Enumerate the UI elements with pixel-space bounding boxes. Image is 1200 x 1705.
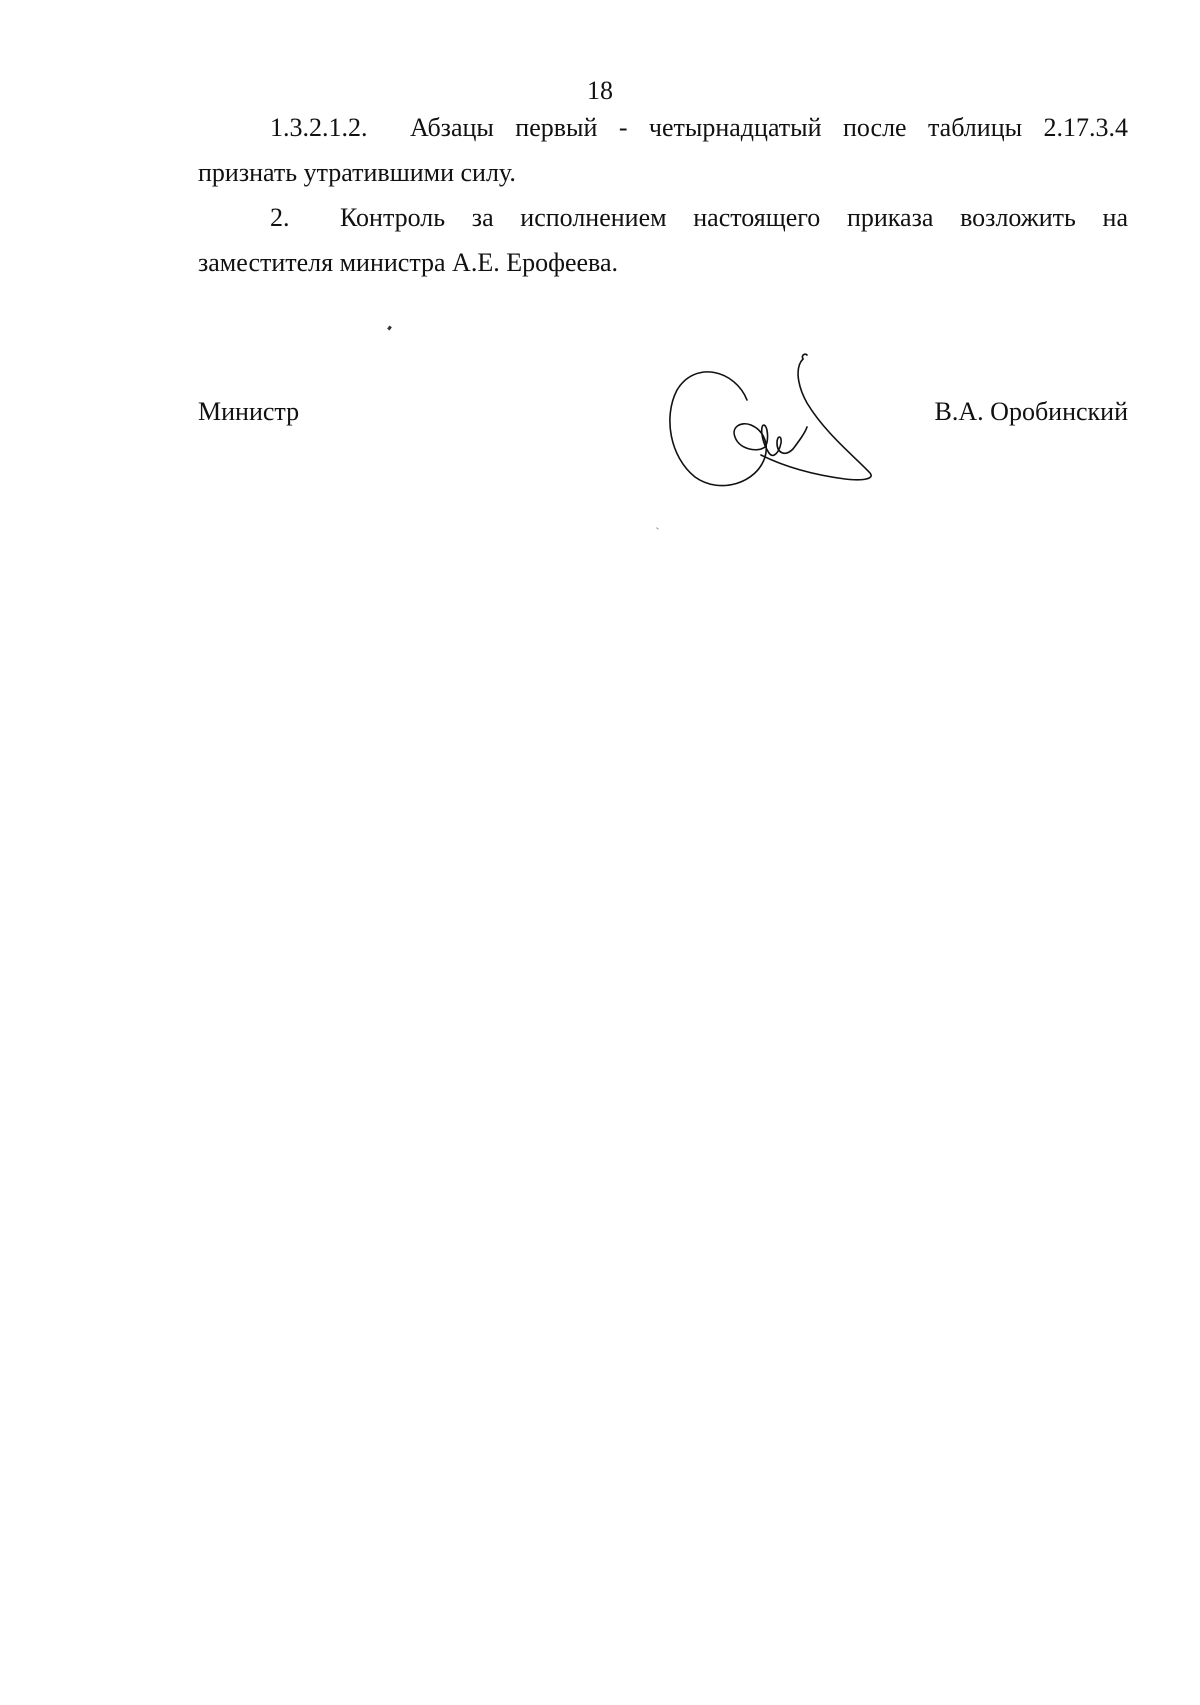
signatory-name: В.А. Оробинский — [934, 397, 1128, 426]
paragraph-2 — [198, 195, 1128, 285]
paragraph-line: признать утратившими силу. — [198, 158, 516, 187]
paragraph-number: 2. — [270, 203, 290, 232]
paragraph-line: заместителя министра А.Е. Ерофеева. — [198, 248, 618, 277]
paragraph-text: Контроль за исполнением настоящего приказа возложить на — [340, 203, 1128, 232]
paragraph-1-3-2-1-2 — [198, 105, 1128, 195]
paragraph-text: Абзацы первый - четырнадцатый после таблицы 2.17.3.4 — [410, 113, 1128, 142]
paragraph-line — [198, 105, 1128, 150]
page-number: 18 — [587, 76, 613, 105]
paragraph-number: 1.3.2.1.2. — [270, 113, 368, 142]
scan-speck — [387, 326, 392, 331]
paragraph-line — [198, 195, 1128, 240]
signatory-title: Министр — [198, 397, 300, 426]
handwritten-signature — [665, 345, 915, 495]
scan-speck — [656, 527, 659, 530]
signature-block — [198, 395, 1128, 435]
